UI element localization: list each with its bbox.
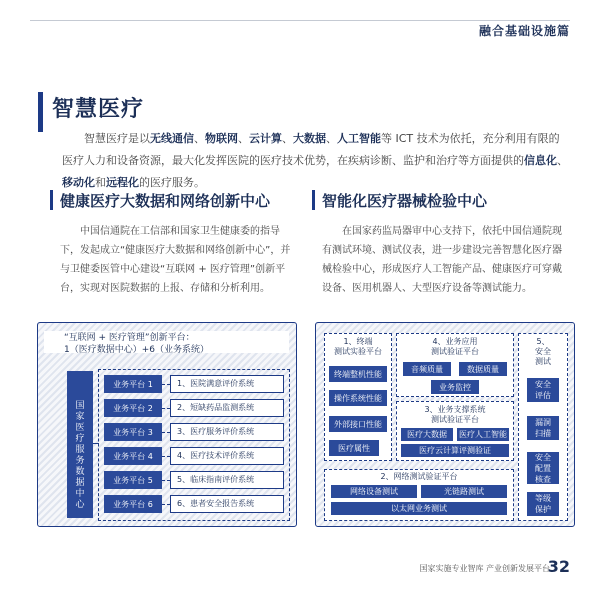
platform-label: 业务平台 4 xyxy=(104,447,162,465)
network-item: 以太网业务测试 xyxy=(331,502,507,515)
right-section-body: 在国家药监局器审中心支持下，依托中国信通院现有测试环境、测试仪表，进一步建设完善智慧化医疗器械检验中心，形成医疗人工智能产品、健康医疗可穿戴设备、医用机器人、大型医疗设备等测试能力。 xyxy=(322,226,562,294)
platform-label: 业务平台 6 xyxy=(104,495,162,513)
platform-row xyxy=(104,399,284,417)
network-platform-title: 2、网络测试验证平台 xyxy=(380,472,458,481)
app-item: 音频质量 xyxy=(403,362,451,376)
diagram-caption-line2: 1（医疗数据中心）+6（业务系统） xyxy=(64,345,209,355)
platform-connector xyxy=(162,432,170,433)
app-item: 业务监控 xyxy=(431,380,479,394)
right-section-title: 智能化医疗器械检验中心 xyxy=(322,192,488,210)
terminal-platform-title: 1、终端 测试实验平台 xyxy=(334,337,382,356)
platform-connector xyxy=(162,384,170,385)
system-label: 5、临床指南评价系统 xyxy=(170,471,284,489)
terminal-item: 终端整机性能 xyxy=(329,366,387,382)
app-item: 数据质量 xyxy=(459,362,507,376)
support-item: 医疗大数据 xyxy=(401,428,453,441)
app-platform xyxy=(396,333,514,397)
diagram-caption-line1: “互联网 + 医疗管理”创新平台： xyxy=(64,333,195,343)
platform-connector xyxy=(162,480,170,481)
system-label: 2、短缺药品监测系统 xyxy=(170,399,284,417)
left-section-body: 中国信通院在工信部和国家卫生健康委的指导下，发起成立“健康医疗大数据和网络创新中心”，并与卫健委医管中心建设“互联网 + 医疗管理”创新平台，实现对医院数据的上报、存储和分析利用。 xyxy=(60,226,291,294)
diagram-caption xyxy=(64,332,209,356)
terminal-item: 操作系统性能 xyxy=(329,390,387,406)
page-number: 32 xyxy=(547,557,570,576)
platform-row xyxy=(104,471,284,489)
platform-list xyxy=(104,375,284,513)
page-title: 智慧医疗 xyxy=(52,97,145,122)
testing-diagram xyxy=(315,322,575,527)
platform-row xyxy=(104,423,284,441)
platform-connector xyxy=(162,504,170,505)
security-item: 漏洞 扫描 xyxy=(527,416,559,440)
platform-connector xyxy=(162,408,170,409)
support-platform-title: 3、业务支撑系统 测试验证平台 xyxy=(424,405,486,424)
support-platform xyxy=(396,401,514,461)
header-section-title: 融合基础设施篇 xyxy=(478,24,570,38)
center-connector xyxy=(93,443,99,444)
system-label: 3、医疗服务评价系统 xyxy=(170,423,284,441)
platform-label: 业务平台 2 xyxy=(104,399,162,417)
network-item: 光链路测试 xyxy=(421,485,507,498)
left-section-title: 健康医疗大数据和网络创新中心 xyxy=(60,192,271,210)
platform-label: 业务平台 5 xyxy=(104,471,162,489)
terminal-platform xyxy=(324,333,392,461)
data-center-node xyxy=(67,371,93,518)
security-item: 安全 评估 xyxy=(527,378,559,402)
support-item: 医疗人工智能 xyxy=(459,430,507,439)
platform-label: 业务平台 1 xyxy=(104,375,162,393)
system-label: 1、医院满意评价系统 xyxy=(170,375,284,393)
data-center-label: 国家医疗服务数据中心 xyxy=(75,401,85,510)
platform-diagram xyxy=(37,322,297,527)
system-label: 6、患者安全报告系统 xyxy=(170,495,284,513)
security-platform-title: 5、 安全 测试 xyxy=(535,337,551,366)
network-platform xyxy=(324,469,514,521)
security-item: 安全 配置 核查 xyxy=(527,452,559,484)
right-section-accent xyxy=(312,190,315,210)
system-label: 4、医疗技术评价系统 xyxy=(170,447,284,465)
app-platform-title: 4、业务应用 测试验证平台 xyxy=(431,337,479,356)
platform-row xyxy=(104,447,284,465)
terminal-item: 医疗属性 xyxy=(329,440,379,456)
platform-label: 业务平台 3 xyxy=(104,423,162,441)
security-platform xyxy=(518,333,568,521)
footer-text: 国家实施专业智库 产业创新发展平台 xyxy=(419,564,550,573)
platform-row xyxy=(104,495,284,513)
header-rule xyxy=(30,20,570,21)
support-item: 医疗云计算评测验证 xyxy=(401,444,509,457)
left-section-accent xyxy=(50,190,53,210)
platform-row xyxy=(104,375,284,393)
terminal-item: 外部接口性能 xyxy=(329,416,387,432)
security-item: 等级 保护 xyxy=(527,492,559,516)
intro-paragraph: 智慧医疗是以无线通信、物联网、云计算、大数据、人工智能等 ICT 技术为依托，充分利用有限的医疗人力和设备资源，最大化发挥医院的医疗技术优势，在疾病诊断、监护和治疗等方面提供的信息化、移动化和远程化的医疗服务。 xyxy=(62,132,568,189)
network-item: 网络设备测试 xyxy=(331,485,417,498)
platform-connector xyxy=(162,456,170,457)
title-accent-bar xyxy=(38,92,43,132)
